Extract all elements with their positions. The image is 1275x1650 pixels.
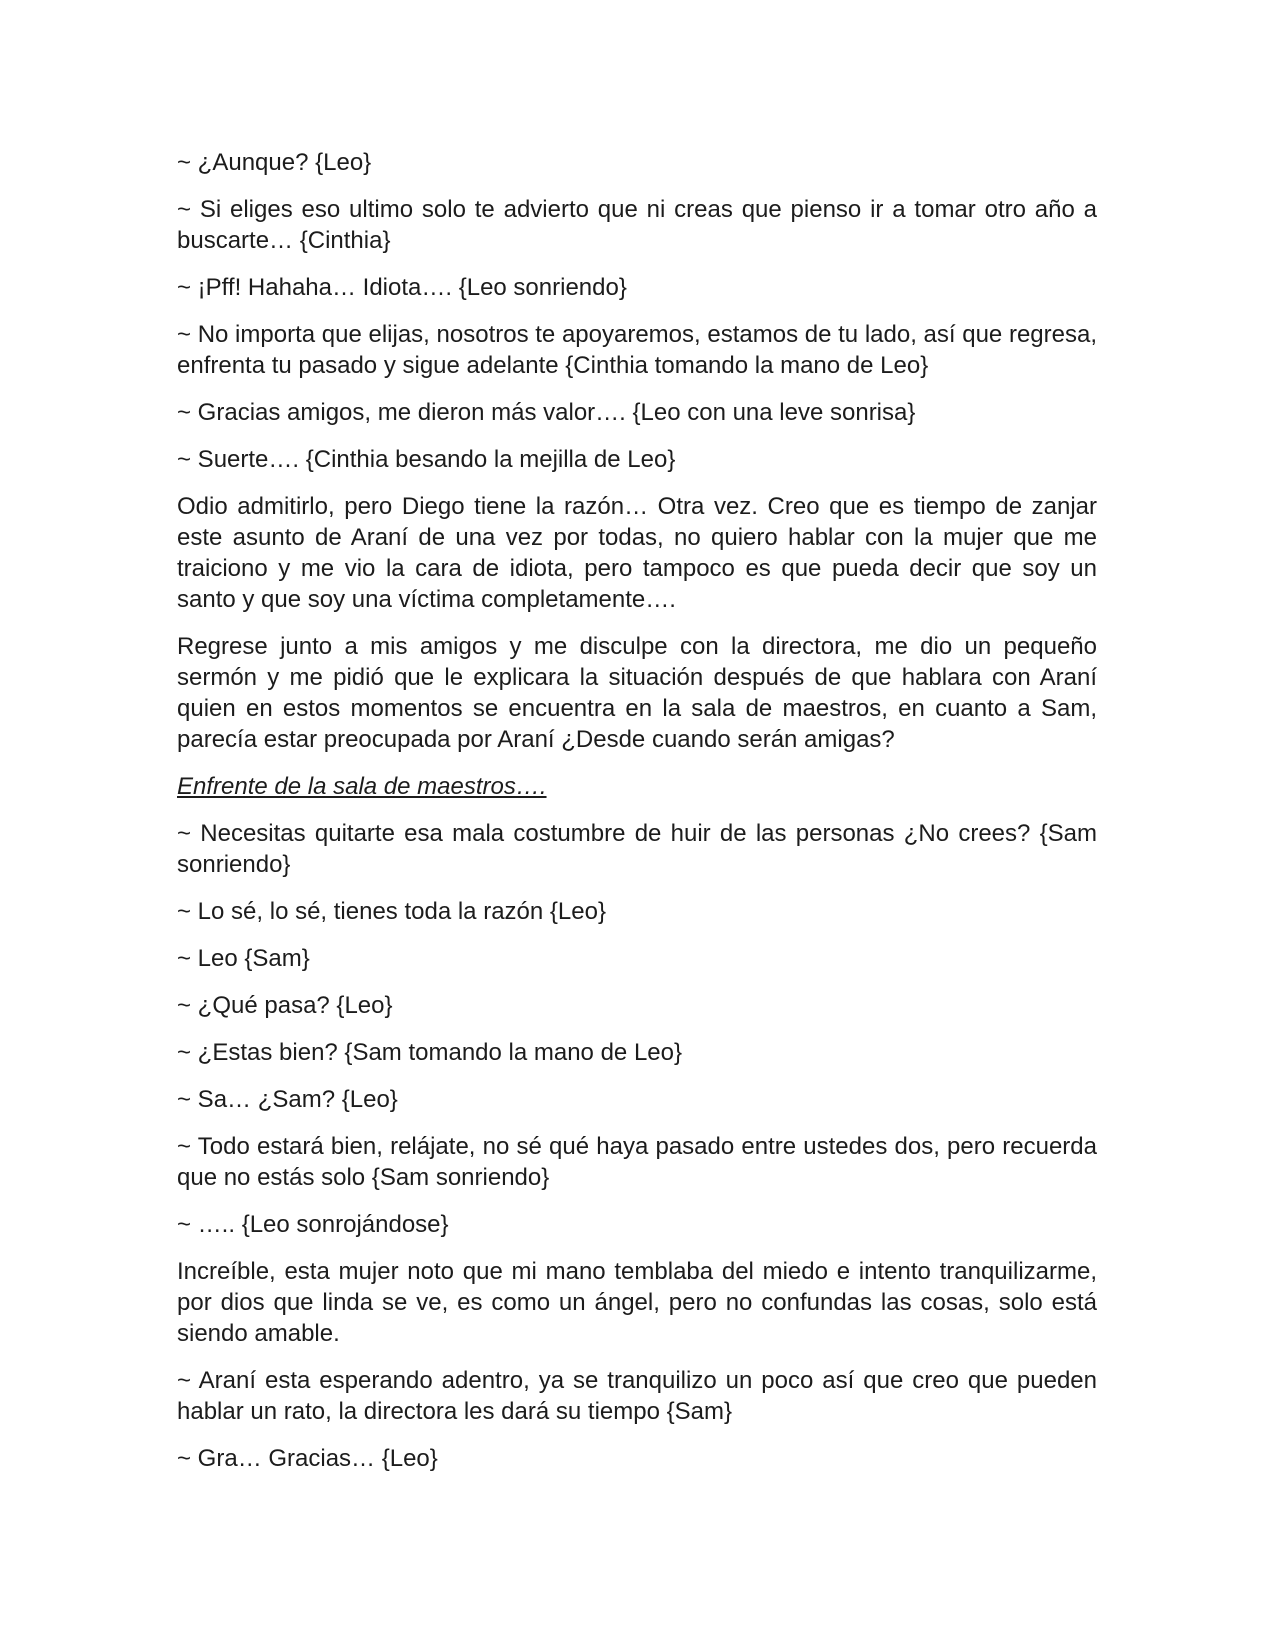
dialogue-line: ~ ¡Pff! Hahaha… Idiota…. {Leo sonriendo} (177, 274, 627, 301)
scene-heading: Enfrente de la sala de maestros…. (177, 773, 547, 800)
dialogue-line: ~ Lo sé, lo sé, tienes toda la razón {Leo} (177, 898, 606, 925)
dialogue-line: ~ ¿Aunque? {Leo} (177, 149, 372, 176)
dialogue-line: ~ Sa… ¿Sam? {Leo} (177, 1086, 398, 1113)
dialogue-line: ~ Necesitas quitarte esa mala costumbre de huir de las personas ¿No crees? {Sam sonriendo} (177, 820, 1097, 878)
narration-paragraph: Odio admitirlo, pero Diego tiene la razón… Otra vez. Creo que es tiempo de zanjar este asunto de Araní de una vez por todas, no quiero hablar con la mujer que me traiciono y me vio la cara de idiota, pero tampoco es que pueda decir que soy un santo y que soy una víctima completamente…. (177, 493, 1097, 613)
dialogue-line: ~ Gracias amigos, me dieron más valor…. {Leo con una leve sonrisa} (177, 399, 916, 426)
narration-paragraph: Increíble, esta mujer noto que mi mano temblaba del miedo e intento tranquilizarme, por dios que linda se ve, es como un ángel, pero no confundas las cosas, solo está siendo amable. (177, 1258, 1097, 1347)
dialogue-line: ~ Araní esta esperando adentro, ya se tranquilizo un poco así que creo que pueden hablar un rato, la directora les dará su tiempo {Sam} (177, 1367, 1097, 1425)
dialogue-line: ~ Todo estará bien, relájate, no sé qué haya pasado entre ustedes dos, pero recuerda que no estás solo {Sam sonriendo} (177, 1133, 1097, 1191)
narration-paragraph: Regrese junto a mis amigos y me disculpe con la directora, me dio un pequeño sermón y me pidió que le explicara la situación después de que hablara con Araní quien en estos momentos se encuentra en la sala de maestros, en cuanto a Sam, parecía estar preocupada por Araní ¿Desde cuando serán amigas? (177, 633, 1097, 753)
dialogue-line: ~ Si eliges eso ultimo solo te advierto que ni creas que pienso ir a tomar otro año a buscarte… {Cinthia} (177, 196, 1097, 254)
dialogue-line: ~ Suerte…. {Cinthia besando la mejilla de Leo} (177, 446, 676, 473)
document-body (177, 147, 1097, 1490)
dialogue-line: ~ ….. {Leo sonrojándose} (177, 1211, 449, 1238)
dialogue-line: ~ ¿Estas bien? {Sam tomando la mano de Leo} (177, 1039, 682, 1066)
dialogue-line: ~ No importa que elijas, nosotros te apoyaremos, estamos de tu lado, así que regresa, enfrenta tu pasado y sigue adelante {Cinthia tomando la mano de Leo} (177, 321, 1097, 379)
dialogue-line: ~ Gra… Gracias… {Leo} (177, 1445, 438, 1472)
dialogue-line: ~ ¿Qué pasa? {Leo} (177, 992, 393, 1019)
dialogue-line: ~ Leo {Sam} (177, 945, 310, 972)
